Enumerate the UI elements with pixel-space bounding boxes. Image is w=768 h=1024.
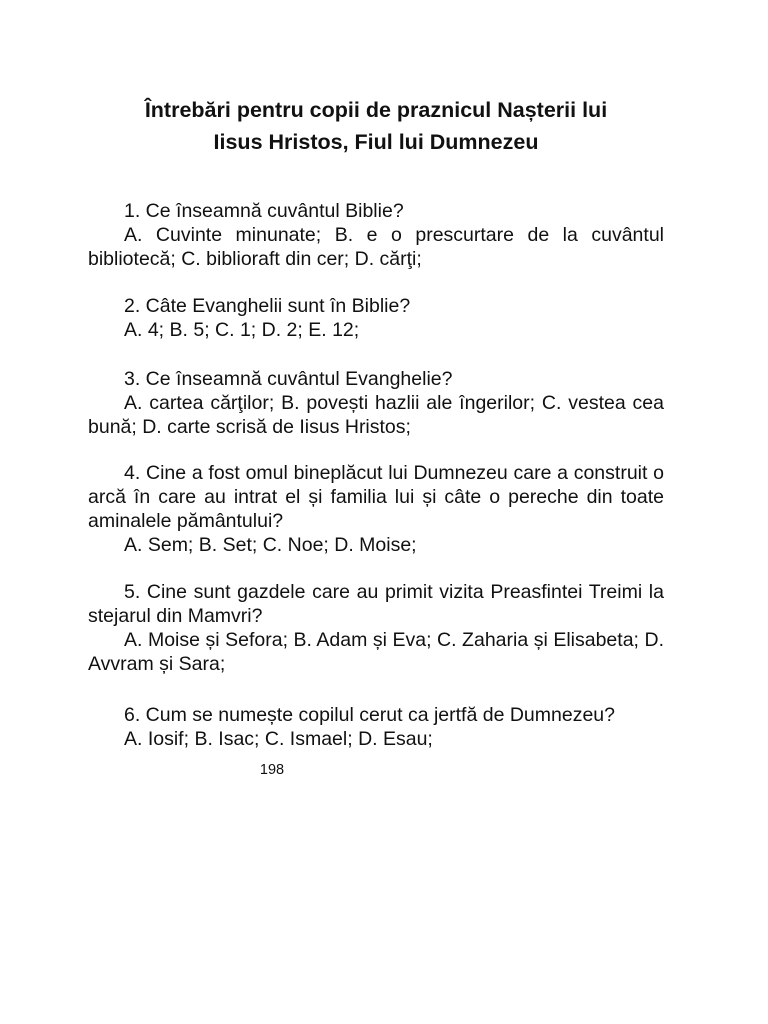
- answer-options: A. Iosif; B. Isac; C. Ismael; D. Esau;: [124, 728, 433, 750]
- question-2: [88, 294, 664, 342]
- answer-options: A. cartea cărţilor; B. povești hazlii ale îngerilor; C. vestea cea bună; D. carte scrisă de Iisus Hristos;: [88, 392, 664, 438]
- answer-options: A. Cuvinte minunate; B. e o prescurtare de la cuvântul bibliotecă; C. biblioraft din cer; D. cărţi;: [88, 224, 664, 270]
- title-line-2: Iisus Hristos, Fiul lui Dumnezeu: [213, 130, 539, 154]
- page-number: 198: [259, 762, 285, 778]
- question-4: [88, 461, 664, 557]
- question-text: 4. Cine a fost omul bineplăcut lui Dumnezeu care a construit o arcă în care au intrat el și familia lui și câte o pereche din toate aminalele pământului?: [88, 462, 664, 532]
- answer-options: A. Sem; B. Set; C. Noe; D. Moise;: [124, 534, 417, 556]
- page-title: [88, 94, 664, 158]
- question-text: 5. Cine sunt gazdele care au primit vizita Preasfintei Treimi la stejarul din Mamvri?: [88, 581, 664, 627]
- question-text: 6. Cum se numește copilul cerut ca jertfă de Dumnezeu?: [124, 704, 615, 726]
- question-5: [88, 580, 664, 676]
- answer-options: A. Moise și Sefora; B. Adam și Eva; C. Zaharia și Elisabeta; D. Avvram și Sara;: [88, 629, 664, 675]
- question-text: 3. Ce înseamnă cuvântul Evanghelie?: [124, 368, 453, 390]
- question-1: [88, 199, 664, 271]
- question-text: 1. Ce înseamnă cuvântul Biblie?: [124, 200, 404, 222]
- title-line-1: Întrebări pentru copii de praznicul Nașterii lui: [144, 98, 608, 122]
- question-3: [88, 367, 664, 439]
- question-text: 2. Câte Evanghelii sunt în Biblie?: [124, 295, 411, 317]
- answer-options: A. 4; B. 5; C. 1; D. 2; E. 12;: [124, 319, 360, 341]
- question-6: [88, 703, 664, 751]
